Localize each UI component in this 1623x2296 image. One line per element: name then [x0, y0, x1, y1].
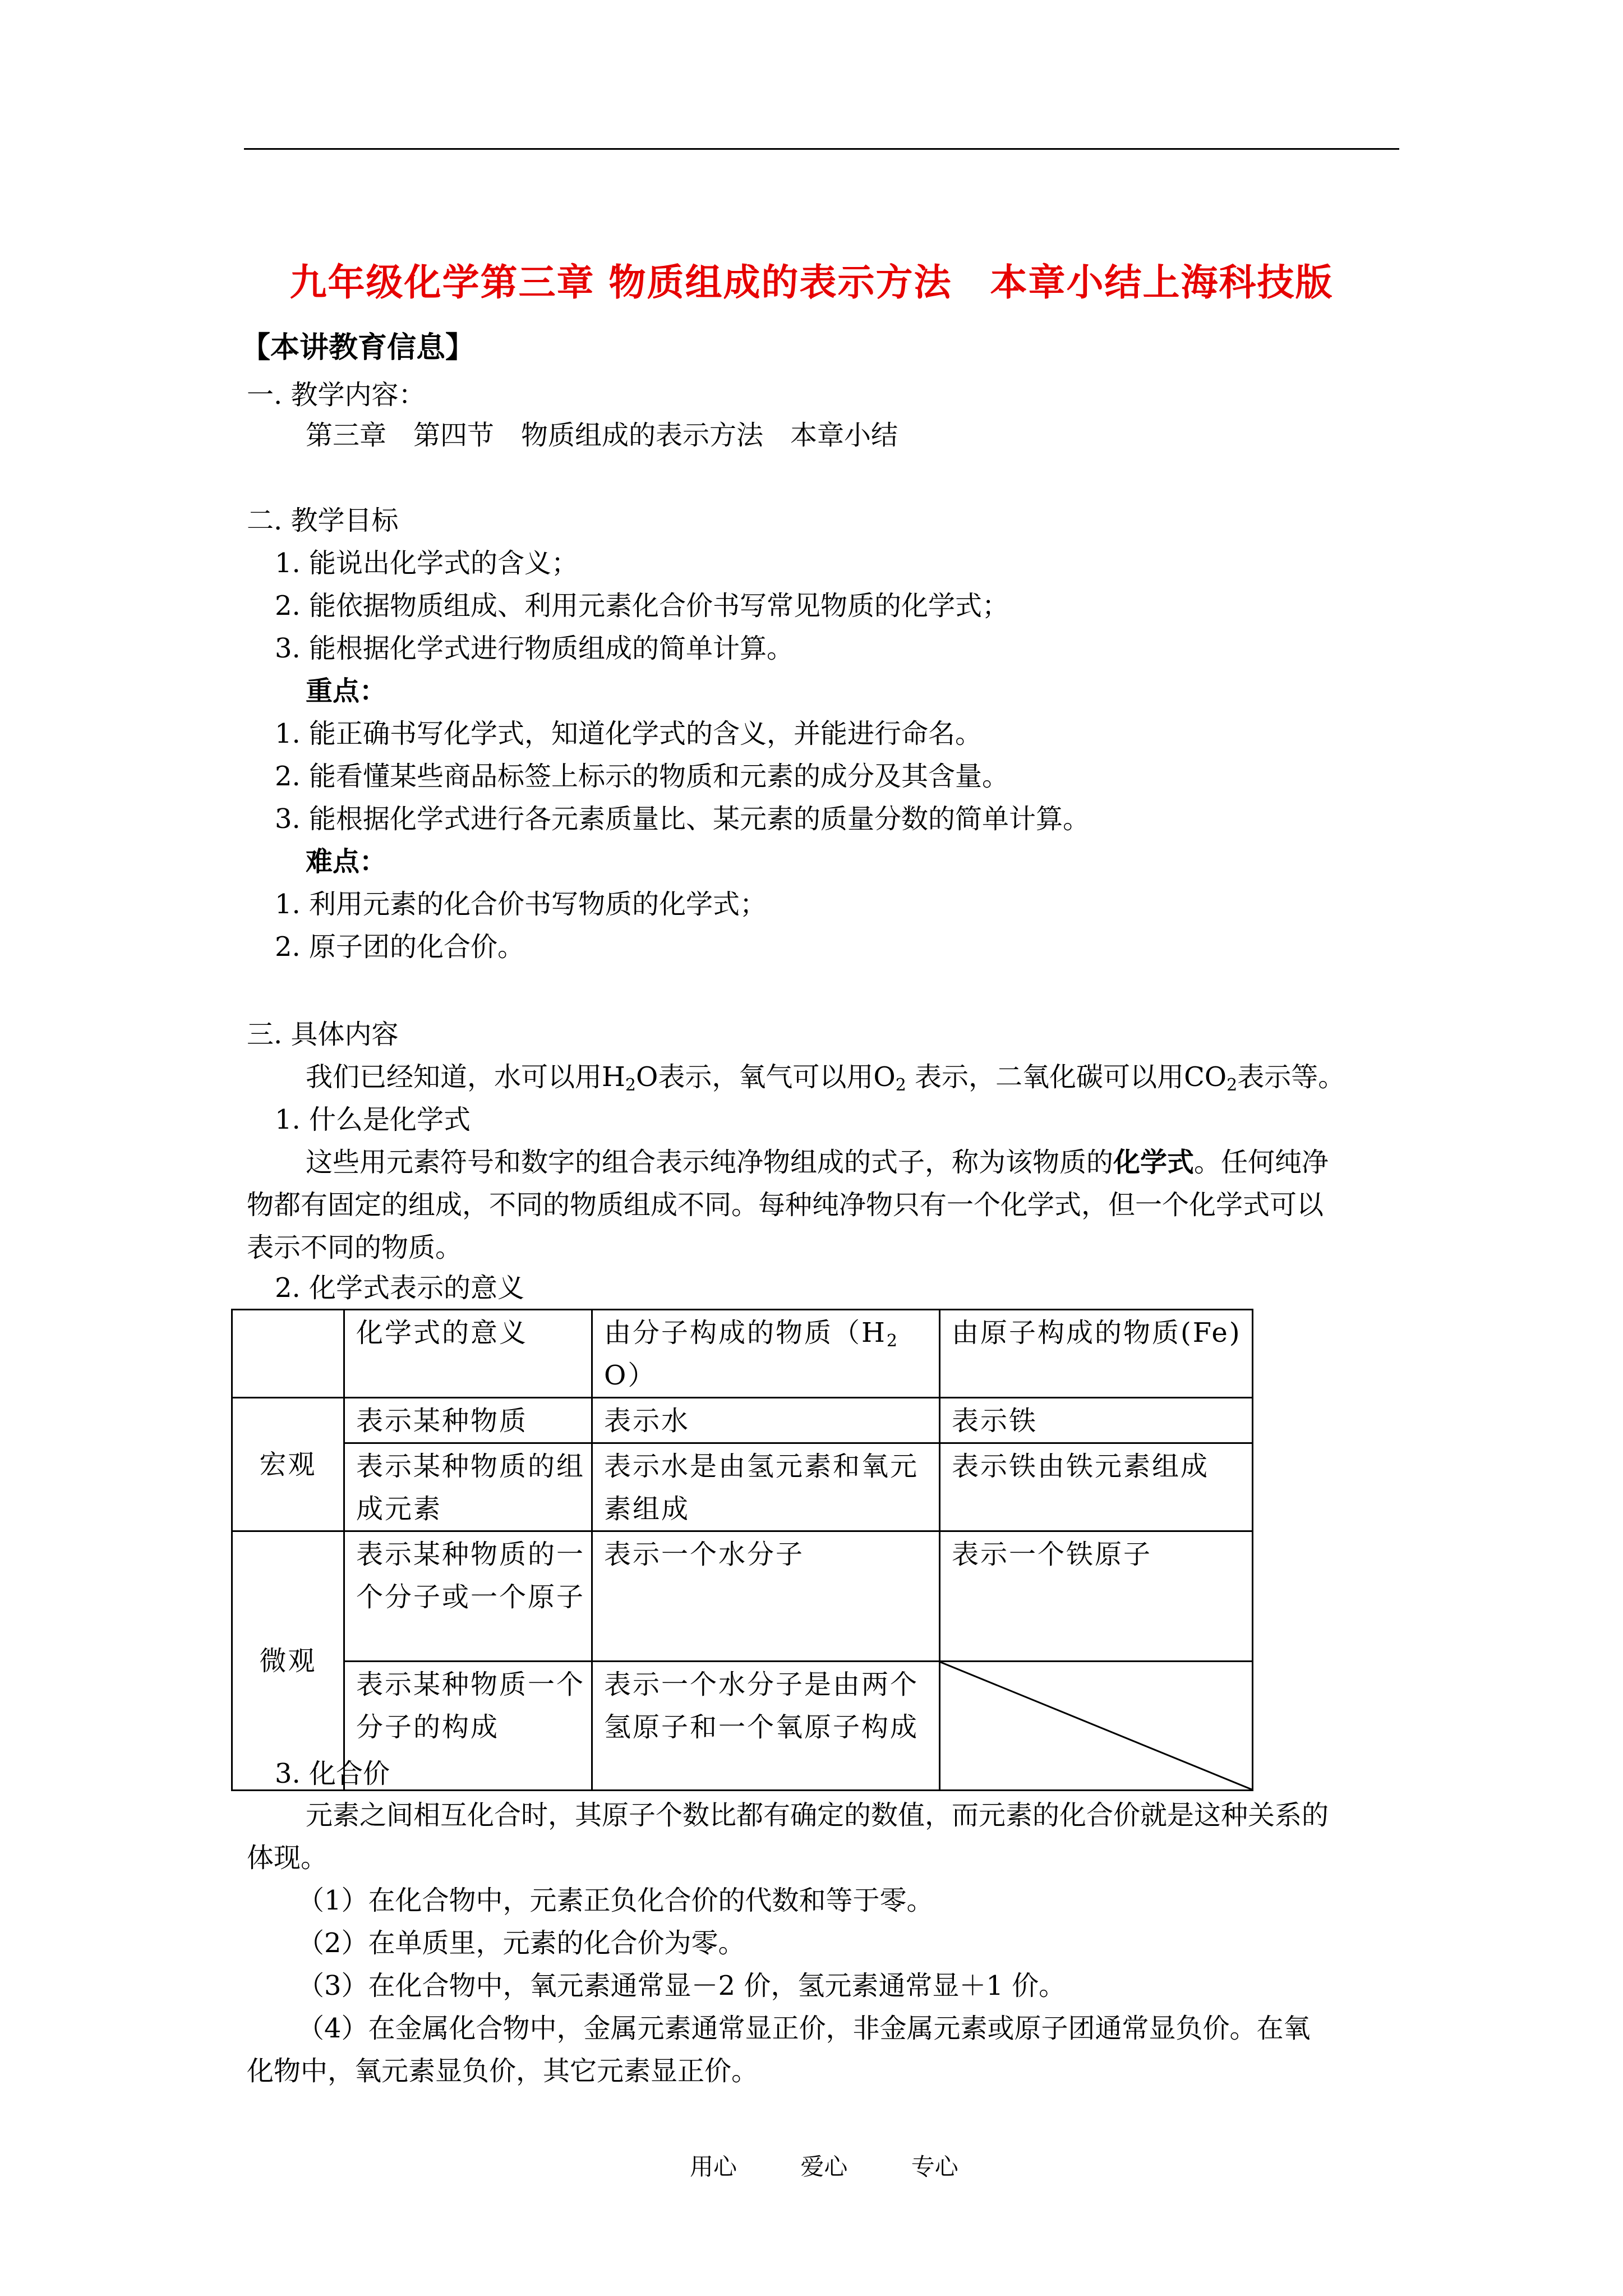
table-cell: 表示水 [592, 1398, 940, 1443]
diagonal-empty-cell [940, 1662, 1253, 1791]
sub3-intro-2: 体现。 [247, 1842, 328, 1874]
table-cell: 表示铁由铁元素组成 [940, 1443, 1253, 1531]
sub3-heading: 3. 化合价 [275, 1758, 390, 1789]
difficult-label: 难点： [306, 846, 387, 877]
micro-label: 微观 [232, 1531, 344, 1791]
formula-meaning-table [231, 1309, 1253, 1791]
header-rule [244, 148, 1399, 150]
header-molecule: 由分子构成的物质$(H_2O)$ [592, 1310, 940, 1398]
table-cell: 表示某种物质 [344, 1398, 592, 1443]
page-footer [690, 2148, 1003, 2182]
goal-3: 3. 能根据化学式进行物质组成的简单计算。 [275, 633, 794, 664]
table-cell: 表示一个水分子 [592, 1531, 940, 1662]
s2-heading: 二. 教学目标 [247, 505, 399, 536]
s3-intro: 我们已经知道，水可以用$H_2O$表示，氧气可以用$O_2$ 表示，二氧化碳可以用$CO_2$表示等。 [306, 1061, 1345, 1095]
sub1-heading: 1. 什么是化学式 [275, 1104, 471, 1135]
valence-rule-4: （4）在金属化合物中，金属元素通常显正价，非金属元素或原子团通常显负价。在氧 [297, 2013, 1311, 2044]
goal-2: 2. 能依据物质组成、利用元素化合价书写常见物质的化学式； [275, 590, 1009, 622]
valence-rule-4-cont: 化物中，氧元素显负价，其它元素显正价。 [247, 2055, 759, 2087]
key-point-1: 1. 能正确书写化学式，知道化学式的含义，并能进行命名。 [275, 718, 983, 749]
difficult-point-1: 1. 利用元素的化合价书写物质的化学式； [275, 889, 767, 920]
goal-1: 1. 能说出化学式的含义； [275, 547, 579, 579]
key-label: 重点： [306, 675, 387, 707]
diagonal-line [940, 1662, 1252, 1789]
footer-word: 用心 [690, 2153, 737, 2180]
table-cell: 表示水是由氢元素和氧元素组成 [592, 1443, 940, 1531]
key-point-2: 2. 能看懂某些商品标签上标示的物质和元素的成分及其含量。 [275, 761, 1009, 792]
s1-content: 第三章 第四节 物质组成的表示方法 本章小结 [306, 420, 898, 451]
macro-label: 宏观 [232, 1398, 344, 1531]
section-header: 【本讲教育信息】 [241, 331, 475, 365]
table-cell: 表示某种物质的一个分子或一个原子 [344, 1531, 592, 1662]
table-cell: 表示一个水分子是由两个氢原子和一个氧原子构成 [592, 1662, 940, 1791]
key-point-3: 3. 能根据化学式进行各元素质量比、某元素的质量分数的简单计算。 [275, 803, 1090, 835]
s3-heading: 三. 具体内容 [247, 1019, 399, 1050]
chemical-formula-term: 化学式 [1113, 1147, 1195, 1178]
table-cell: 表示某种物质的组成元素 [344, 1443, 592, 1531]
valence-rule-2: （2）在单质里，元素的化合价为零。 [297, 1927, 745, 1959]
sub1-line-2: 物都有固定的组成，不同的物质组成不同。每种纯净物只有一个化学式，但一个化学式可以 [247, 1189, 1324, 1221]
sub1-line-1: 这些用元素符号和数字的组合表示纯净物组成的式子，称为该物质的化学式。任何纯净 [306, 1147, 1329, 1178]
table-cell: 表示一个铁原子 [940, 1531, 1253, 1662]
header-atom: 由原子构成的物质(Fe) [940, 1310, 1253, 1398]
sub2-heading: 2. 化学式表示的意义 [275, 1272, 525, 1304]
valence-rule-1: （1）在化合物中，元素正负化合价的代数和等于零。 [297, 1885, 934, 1916]
table-cell: 表示铁 [940, 1398, 1253, 1443]
table-cell: 表示某种物质一个分子的构成 [344, 1662, 592, 1791]
footer-word: 爱心 [800, 2153, 848, 2180]
sub3-intro-1: 元素之间相互化合时，其原子个数比都有确定的数值，而元素的化合价就是这种关系的 [306, 1800, 1329, 1831]
document-title: 九年级化学第三章 物质组成的表示方法 本章小结上海科技版 [289, 261, 1334, 304]
difficult-point-2: 2. 原子团的化合价。 [275, 931, 525, 963]
sub1-line-3: 表示不同的物质。 [247, 1232, 463, 1263]
valence-rule-3: （3）在化合物中，氧元素通常显－2 价，氢元素通常显＋1 价。 [297, 1970, 1066, 2001]
s1-heading: 一. 教学内容： [247, 379, 426, 411]
table-corner-cell [232, 1310, 344, 1398]
footer-word: 专心 [911, 2153, 958, 2180]
header-meaning: 化学式的意义 [344, 1310, 592, 1398]
